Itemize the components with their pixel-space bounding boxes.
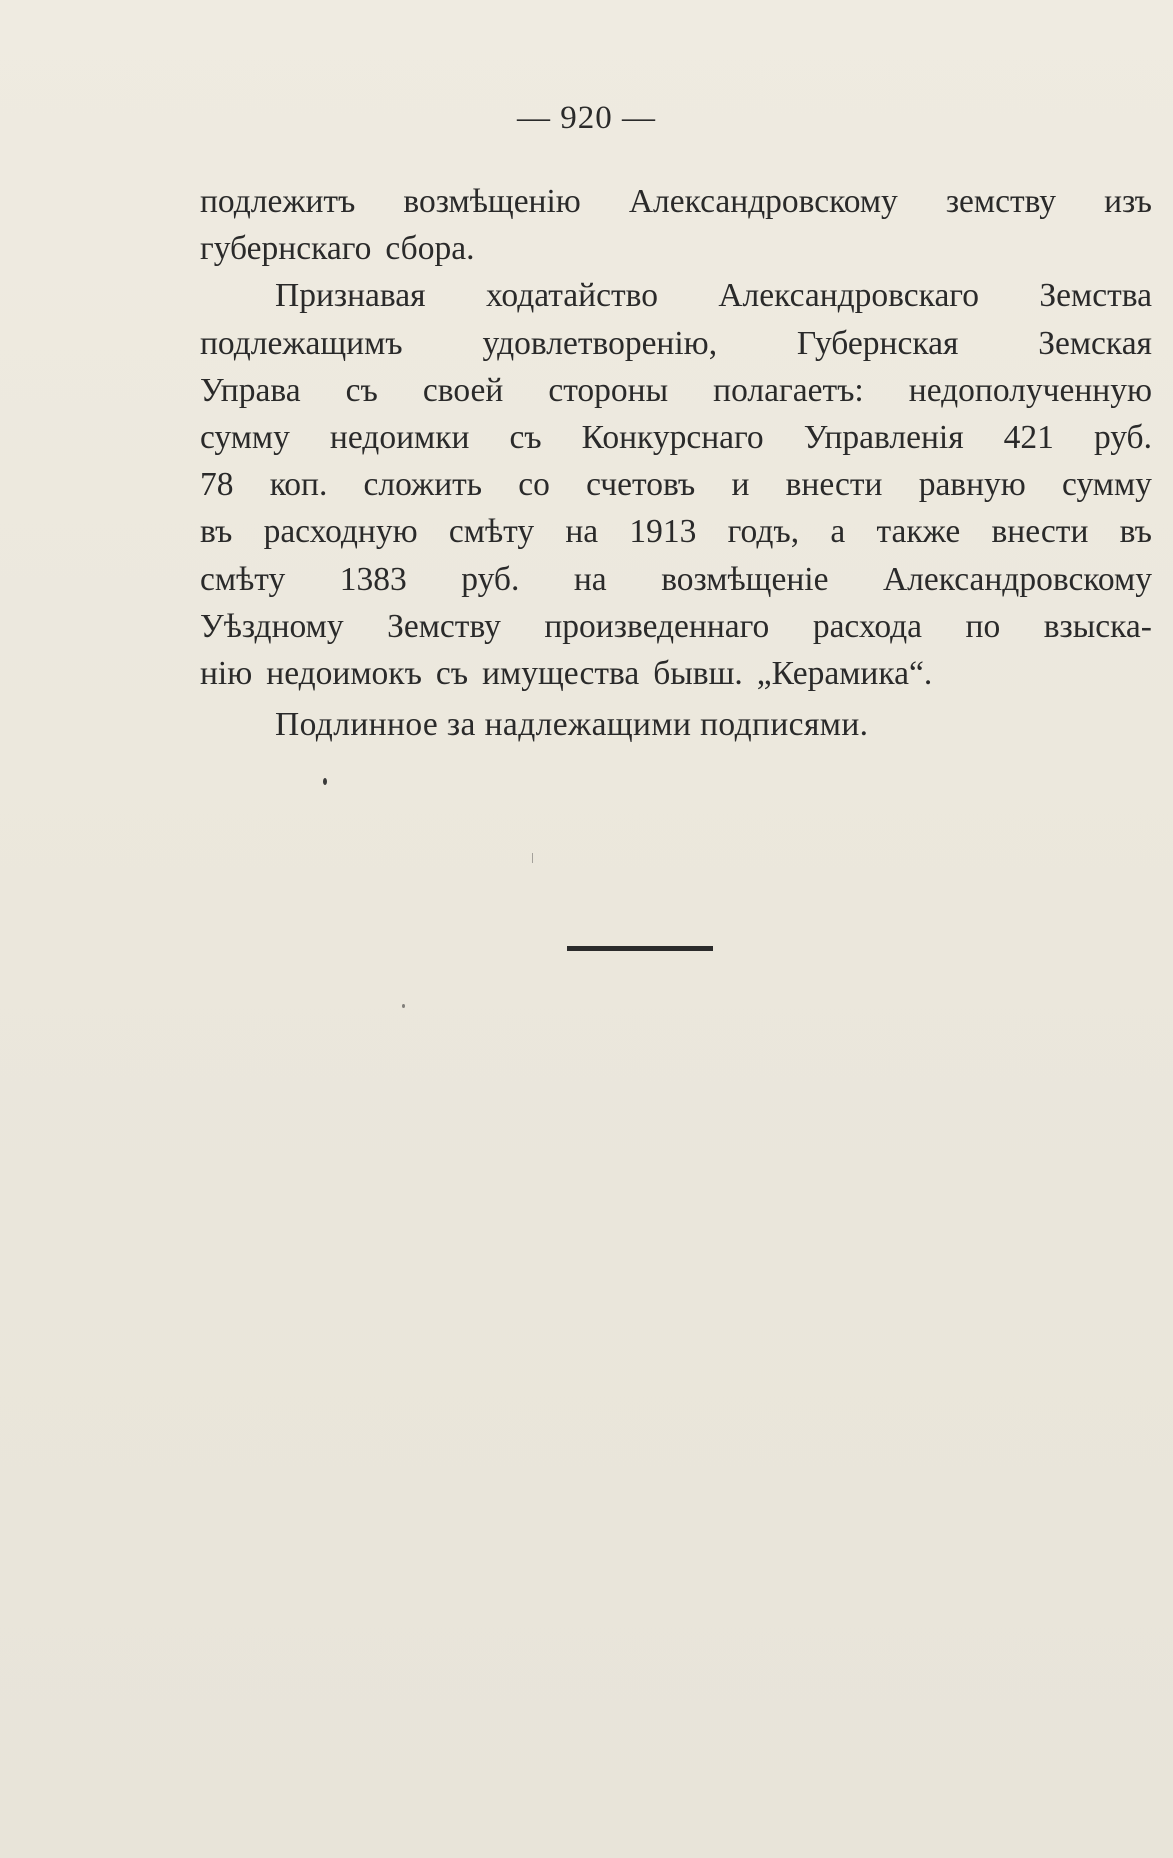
word: 1913 — [629, 513, 697, 551]
word: сумму — [1062, 466, 1152, 504]
word: имущества — [482, 655, 640, 693]
word: Земская — [1038, 324, 1152, 362]
word: взыска- — [1043, 607, 1152, 645]
word: Управа — [200, 371, 301, 409]
section-end-rule — [567, 946, 713, 951]
word: внести — [785, 466, 883, 504]
word: „Керамика“. — [756, 655, 933, 693]
word: съ — [435, 655, 469, 693]
word: коп. — [269, 466, 328, 504]
text-line — [200, 225, 1152, 272]
ink-speck — [323, 778, 327, 785]
text-line — [200, 603, 1152, 650]
word: Земству — [387, 607, 501, 645]
word: полагаетъ: — [713, 371, 864, 409]
word: съ — [509, 419, 542, 457]
ink-speck — [402, 1004, 405, 1008]
word: недоимки — [329, 419, 470, 457]
word: Конкурснаго — [581, 419, 764, 457]
word: удовлетворенію, — [482, 324, 718, 362]
word: земству — [945, 183, 1057, 220]
word: смѣту — [448, 513, 535, 551]
word: недоимокъ — [266, 655, 422, 693]
word: бывш. — [653, 655, 743, 693]
word: расхода — [812, 607, 923, 645]
text-line — [200, 320, 1152, 367]
word: съ — [345, 371, 378, 409]
body-text — [200, 178, 1152, 697]
text-line — [200, 461, 1152, 508]
word: Александровскаго — [718, 277, 979, 315]
word: Александровскому — [882, 560, 1152, 598]
word: на — [573, 560, 607, 598]
word: счетовъ — [586, 466, 696, 504]
text-line — [200, 650, 1152, 697]
word: подлежащимъ — [200, 324, 403, 362]
word: 78 — [200, 466, 234, 504]
word: въ — [200, 513, 233, 551]
word: также — [876, 513, 961, 551]
text-line — [200, 178, 1152, 225]
word: внести — [991, 513, 1089, 551]
word: возмѣщенію — [403, 183, 581, 220]
page-number: — 920 — — [517, 100, 656, 136]
word: губернскаго — [200, 230, 372, 268]
word: ходатайство — [485, 277, 658, 315]
word: произведеннаго — [544, 607, 770, 645]
word: изъ — [1104, 183, 1152, 220]
word: стороны — [548, 371, 669, 409]
word: руб. — [461, 560, 520, 598]
word: Земства — [1039, 277, 1152, 315]
word: смѣту — [200, 560, 286, 598]
word: сбора. — [385, 230, 475, 268]
word: подлежитъ — [200, 183, 356, 220]
word: руб. — [1093, 419, 1152, 457]
word: своей — [422, 371, 504, 409]
text-line — [200, 508, 1152, 555]
word: Уѣздному — [200, 607, 344, 645]
word: Управленія — [803, 419, 964, 457]
word: недополученную — [908, 371, 1152, 409]
word: по — [965, 607, 1001, 645]
word: со — [518, 466, 550, 504]
word: на — [565, 513, 599, 551]
text-line — [200, 272, 1152, 319]
word: сумму — [200, 419, 290, 457]
word: расходную — [263, 513, 418, 551]
word: и — [731, 466, 750, 504]
ink-speck — [532, 853, 533, 863]
word: 421 — [1003, 419, 1054, 457]
word: 1383 — [339, 560, 407, 598]
word: возмѣщеніе — [661, 560, 829, 598]
word: Александровскому — [628, 183, 898, 220]
text-line — [200, 556, 1152, 603]
word: нію — [200, 655, 253, 693]
word: Признавая — [275, 277, 426, 315]
text-line — [200, 414, 1152, 461]
word: Губернская — [796, 324, 959, 362]
word: равную — [918, 466, 1026, 504]
word: а — [830, 513, 846, 551]
word: годъ, — [727, 513, 800, 551]
word: въ — [1119, 513, 1152, 551]
signature-note: Подлинное за надлежащими подписями. — [275, 706, 869, 743]
word: сложить — [363, 466, 483, 504]
text-line — [200, 367, 1152, 414]
